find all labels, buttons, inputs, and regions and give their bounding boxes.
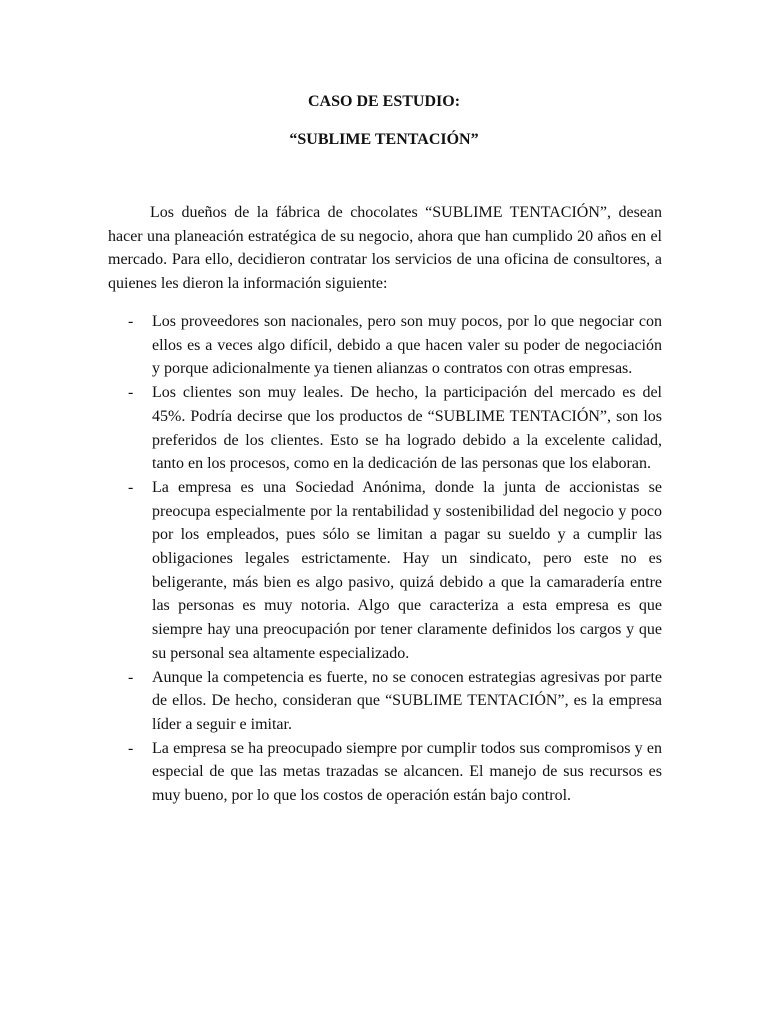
document-title: CASO DE ESTUDIO: [307, 93, 461, 110]
list-item-text: Los proveedores son nacionales, pero son muy pocos, por lo que negociar con ellos es a veces algo difícil, debido a que hacen valer su poder de negociación y porque adicionalmente ya tienen alianzas o contratos con otras empresas. [152, 313, 662, 378]
list-item-text: La empresa es una Sociedad Anónima, donde la junta de accionistas se preocupa especialmente por la rentabilidad y sostenibilidad del negocio y poco por los empleados, pues sólo se limitan a pagar su sueldo y a cumplir las obligaciones legales estrictamente. Hay un sindicato, pero este no es beligerante, más bien es algo pasivo, quizá debido a que la camaradería entre las personas es muy notoria. Algo que caracteriza a esta empresa es que siempre hay una preocupación por tener claramente definidos los cargos y que su personal sea altamente especializado. [152, 478, 662, 662]
list-item [108, 310, 662, 381]
bullet-dash: - [128, 739, 134, 757]
bullet-dash: - [128, 313, 134, 330]
list-item [108, 476, 662, 666]
bullet-dash: - [128, 478, 134, 496]
intro-paragraph: Los dueños de la fábrica de chocolates “SUBLIME TENTACIÓN”, desean hacer una planeación estratégica de su negocio, ahora que han cumplido 20 años en el mercado. Para ello, decidieron contratar los servicios de una oficina de consultores, a quienes les dieron la información siguiente: [108, 204, 662, 293]
bullet-dash: - [128, 384, 134, 402]
information-list [108, 310, 662, 808]
list-item [108, 737, 662, 808]
list-item-text: Aunque la competencia es fuerte, no se conocen estrategias agresivas por parte de ellos. De hecho, consideran que “SUBLIME TENTACIÓN”, es la empresa líder a seguir e imitar. [152, 668, 662, 733]
list-item-text: Los clientes son muy leales. De hecho, la participación del mercado es del 45%. Podría decirse que los productos de “SUBLIME TENTACIÓN”, son los preferidos de los clientes. Esto se ha logrado debido a la excelente calidad, tanto en los procesos, como en la dedicación de las personas que los elaboran. [152, 384, 662, 473]
bullet-dash: - [128, 668, 134, 686]
document-subtitle: “SUBLIME TENTACIÓN” [289, 131, 479, 148]
list-item [108, 666, 662, 737]
list-item-text: La empresa se ha preocupado siempre por cumplir todos sus compromisos y en especial de que las metas trazadas se alcancen. El manejo de sus recursos es muy bueno, por lo que los costos de operación están bajo control. [152, 739, 662, 805]
list-item [108, 381, 662, 476]
